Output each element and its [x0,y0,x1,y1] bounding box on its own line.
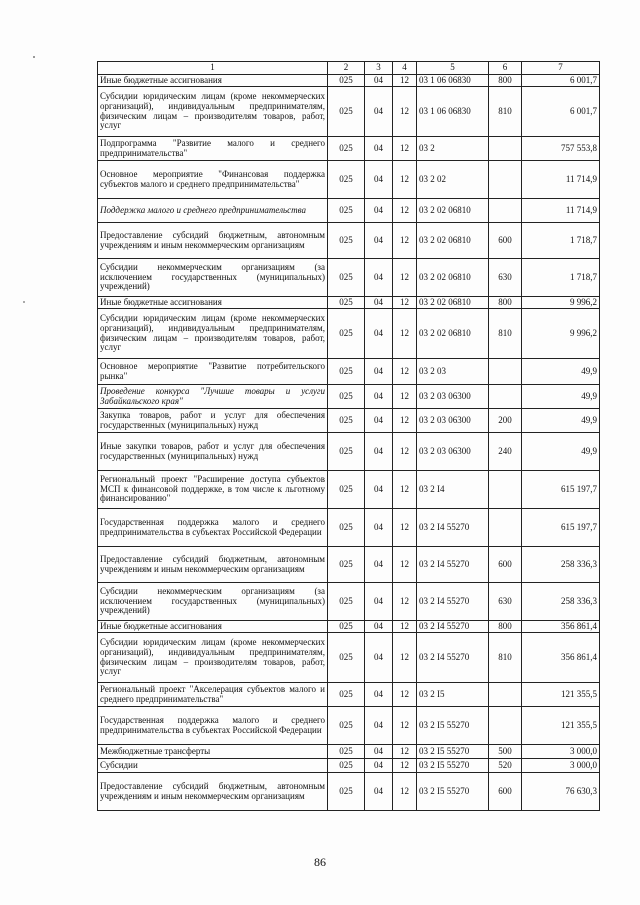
row-subsection-cell: 12 [393,137,417,161]
row-subsection-cell: 12 [393,259,417,297]
row-amount-cell: 356 861,4 [522,621,600,633]
row-name-cell: Поддержка малого и среднего предпринимательства [98,199,328,223]
row-admin-code-cell: 025 [328,633,365,683]
row-expense-type-cell: 810 [489,633,522,683]
row-target-article-cell: 03 2 I4 55270 [417,547,489,583]
row-subsection-cell: 12 [393,385,417,409]
row-subsection-cell: 12 [393,87,417,137]
row-target-article-cell: 03 2 03 06300 [417,409,489,433]
row-section-cell: 04 [365,297,393,309]
row-name-cell: Государственная поддержка малого и среднего предпринимательства в субъектах Российской Федерации [98,509,328,547]
row-subsection-cell: 12 [393,759,417,773]
row-section-cell: 04 [365,745,393,759]
row-expense-type-cell: 600 [489,547,522,583]
row-amount-cell: 3 000,0 [522,759,600,773]
row-amount-cell: 9 996,2 [522,297,600,309]
row-subsection-cell: 12 [393,707,417,745]
table-row [98,199,600,223]
row-target-article-cell: 03 2 I4 55270 [417,509,489,547]
row-target-article-cell: 03 2 I5 55270 [417,707,489,745]
row-name-cell: Иные бюджетные ассигнования [98,621,328,633]
table-row [98,409,600,433]
row-expense-type-cell: 800 [489,297,522,309]
row-subsection-cell: 12 [393,509,417,547]
row-amount-cell: 615 197,7 [522,509,600,547]
row-expense-type-cell [489,471,522,509]
table-row [98,509,600,547]
row-target-article-cell: 03 2 03 06300 [417,385,489,409]
row-admin-code-cell: 025 [328,223,365,259]
row-expense-type-cell [489,137,522,161]
row-admin-code-cell: 025 [328,773,365,811]
row-expense-type-cell [489,385,522,409]
row-amount-cell: 6 001,7 [522,87,600,137]
row-admin-code-cell: 025 [328,471,365,509]
table-row [98,547,600,583]
row-section-cell: 04 [365,75,393,87]
row-target-article-cell: 03 2 I4 55270 [417,633,489,683]
table-header-row [98,62,600,75]
row-section-cell: 04 [365,621,393,633]
row-admin-code-cell: 025 [328,745,365,759]
row-target-article-cell: 03 2 03 06300 [417,433,489,471]
row-admin-code-cell: 025 [328,759,365,773]
row-amount-cell: 11 714,9 [522,161,600,199]
row-expense-type-cell: 630 [489,259,522,297]
table-row [98,359,600,385]
row-section-cell: 04 [365,773,393,811]
table-row [98,745,600,759]
table-row [98,471,600,509]
row-section-cell: 04 [365,385,393,409]
row-expense-type-cell: 600 [489,773,522,811]
row-amount-cell: 11 714,9 [522,199,600,223]
row-admin-code-cell: 025 [328,137,365,161]
row-name-cell: Иные закупки товаров, работ и услуг для обеспечения государственных (муниципальных) нужд [98,433,328,471]
budget-table [97,61,600,811]
row-target-article-cell: 03 2 I5 55270 [417,773,489,811]
row-admin-code-cell: 025 [328,359,365,385]
table-row [98,707,600,745]
row-target-article-cell: 03 2 02 06810 [417,199,489,223]
row-expense-type-cell: 810 [489,309,522,359]
row-name-cell: Закупка товаров, работ и услуг для обеспечения государственных (муниципальных) нужд [98,409,328,433]
row-subsection-cell: 12 [393,745,417,759]
row-name-cell: Подпрограмма "Развитие малого и среднего предпринимательства" [98,137,328,161]
table-row [98,385,600,409]
row-name-cell: Субсидии [98,759,328,773]
row-target-article-cell: 03 2 03 [417,359,489,385]
row-name-cell: Региональный проект "Расширение доступа субъектов МСП к финансовой поддержке, в том числе к льготному финансированию" [98,471,328,509]
table-row [98,137,600,161]
row-section-cell: 04 [365,683,393,707]
row-subsection-cell: 12 [393,621,417,633]
table-row [98,259,600,297]
row-admin-code-cell: 025 [328,309,365,359]
row-name-cell: Предоставление субсидий бюджетным, автономным учреждениям и иным некоммерческим организациям [98,547,328,583]
row-expense-type-cell [489,707,522,745]
table-body [98,75,600,811]
row-admin-code-cell: 025 [328,75,365,87]
row-target-article-cell: 03 2 I4 55270 [417,621,489,633]
row-admin-code-cell: 025 [328,385,365,409]
row-section-cell: 04 [365,509,393,547]
header-col-1: 1 [98,62,328,75]
table-row [98,87,600,137]
row-name-cell: Межбюджетные трансферты [98,745,328,759]
row-subsection-cell: 12 [393,161,417,199]
row-admin-code-cell: 025 [328,583,365,621]
row-amount-cell: 615 197,7 [522,471,600,509]
row-admin-code-cell: 025 [328,509,365,547]
row-amount-cell: 121 355,5 [522,707,600,745]
page-number: 86 [314,855,326,869]
row-subsection-cell: 12 [393,309,417,359]
table-row [98,75,600,87]
row-expense-type-cell: 500 [489,745,522,759]
row-subsection-cell: 12 [393,297,417,309]
header-col-6: 6 [489,62,522,75]
row-target-article-cell: 03 1 06 06830 [417,87,489,137]
row-target-article-cell: 03 2 I4 55270 [417,583,489,621]
row-name-cell: Проведение конкурса "Лучшие товары и услуги Забайкальского края" [98,385,328,409]
row-expense-type-cell: 630 [489,583,522,621]
table-row [98,759,600,773]
row-admin-code-cell: 025 [328,683,365,707]
row-target-article-cell: 03 1 06 06830 [417,75,489,87]
row-section-cell: 04 [365,87,393,137]
row-name-cell: Субсидии некоммерческим организациям (за исключением государственных (муниципальных) учреждений) [98,583,328,621]
row-target-article-cell: 03 2 02 06810 [417,259,489,297]
row-admin-code-cell: 025 [328,199,365,223]
header-col-4: 4 [393,62,417,75]
header-col-3: 3 [365,62,393,75]
row-section-cell: 04 [365,309,393,359]
row-amount-cell: 258 336,3 [522,547,600,583]
row-subsection-cell: 12 [393,409,417,433]
row-subsection-cell: 12 [393,773,417,811]
row-section-cell: 04 [365,471,393,509]
table-row [98,161,600,199]
header-col-2: 2 [328,62,365,75]
row-amount-cell: 258 336,3 [522,583,600,621]
row-subsection-cell: 12 [393,583,417,621]
row-amount-cell: 757 553,8 [522,137,600,161]
row-section-cell: 04 [365,583,393,621]
row-expense-type-cell: 800 [489,621,522,633]
table-row [98,433,600,471]
row-amount-cell: 3 000,0 [522,745,600,759]
row-amount-cell: 1 718,7 [522,259,600,297]
row-name-cell: Основное мероприятие "Развитие потребительского рынка" [98,359,328,385]
row-expense-type-cell [489,683,522,707]
row-subsection-cell: 12 [393,547,417,583]
row-target-article-cell: 03 2 02 [417,161,489,199]
row-amount-cell: 9 996,2 [522,309,600,359]
row-admin-code-cell: 025 [328,297,365,309]
table-row [98,773,600,811]
row-section-cell: 04 [365,161,393,199]
row-subsection-cell: 12 [393,223,417,259]
row-expense-type-cell: 520 [489,759,522,773]
row-target-article-cell: 03 2 02 06810 [417,223,489,259]
row-section-cell: 04 [365,259,393,297]
row-expense-type-cell: 810 [489,87,522,137]
row-name-cell: Иные бюджетные ассигнования [98,297,328,309]
row-target-article-cell: 03 2 02 06810 [417,297,489,309]
row-name-cell: Предоставление субсидий бюджетным, автономным учреждениям и иным некоммерческим организациям [98,773,328,811]
row-expense-type-cell [489,359,522,385]
row-expense-type-cell: 200 [489,409,522,433]
row-section-cell: 04 [365,759,393,773]
row-section-cell: 04 [365,359,393,385]
row-name-cell: Субсидии юридическим лицам (кроме некоммерческих организаций), индивидуальным предпринимателям, физическим лицам – производителям товаров, работ, услуг [98,309,328,359]
row-section-cell: 04 [365,433,393,471]
row-expense-type-cell [489,161,522,199]
row-target-article-cell: 03 2 I4 [417,471,489,509]
scan-speck [23,301,25,303]
row-amount-cell: 356 861,4 [522,633,600,683]
row-name-cell: Субсидии юридическим лицам (кроме некоммерческих организаций), индивидуальным предпринимателям, физическим лицам – производителям товаров, работ, услуг [98,87,328,137]
row-expense-type-cell: 600 [489,223,522,259]
row-admin-code-cell: 025 [328,547,365,583]
row-amount-cell: 49,9 [522,433,600,471]
row-expense-type-cell: 240 [489,433,522,471]
table-row [98,309,600,359]
row-section-cell: 04 [365,223,393,259]
row-subsection-cell: 12 [393,683,417,707]
row-amount-cell: 6 001,7 [522,75,600,87]
table-row [98,633,600,683]
row-expense-type-cell [489,509,522,547]
header-col-5: 5 [417,62,489,75]
row-section-cell: 04 [365,137,393,161]
row-target-article-cell: 03 2 I5 55270 [417,745,489,759]
row-amount-cell: 49,9 [522,359,600,385]
row-subsection-cell: 12 [393,433,417,471]
row-admin-code-cell: 025 [328,707,365,745]
row-section-cell: 04 [365,409,393,433]
row-section-cell: 04 [365,199,393,223]
table-row [98,683,600,707]
row-name-cell: Основное мероприятие "Финансовая поддержка субъектов малого и среднего предпринимательства" [98,161,328,199]
row-subsection-cell: 12 [393,471,417,509]
row-admin-code-cell: 025 [328,259,365,297]
row-expense-type-cell: 800 [489,75,522,87]
header-col-7: 7 [522,62,600,75]
row-section-cell: 04 [365,707,393,745]
row-name-cell: Иные бюджетные ассигнования [98,75,328,87]
row-subsection-cell: 12 [393,199,417,223]
row-subsection-cell: 12 [393,359,417,385]
row-amount-cell: 49,9 [522,409,600,433]
row-amount-cell: 1 718,7 [522,223,600,259]
row-name-cell: Субсидии юридическим лицам (кроме некоммерческих организаций), индивидуальным предпринимателям, физическим лицам – производителям товаров, работ, услуг [98,633,328,683]
row-target-article-cell: 03 2 02 06810 [417,309,489,359]
row-admin-code-cell: 025 [328,433,365,471]
row-amount-cell: 76 630,3 [522,773,600,811]
table-row [98,621,600,633]
row-name-cell: Предоставление субсидий бюджетным, автономным учреждениям и иным некоммерческим организациям [98,223,328,259]
scan-speck [33,56,35,58]
row-name-cell: Региональный проект "Акселерация субъектов малого и среднего предпринимательства" [98,683,328,707]
row-amount-cell: 49,9 [522,385,600,409]
row-section-cell: 04 [365,547,393,583]
row-target-article-cell: 03 2 [417,137,489,161]
table-row [98,223,600,259]
row-amount-cell: 121 355,5 [522,683,600,707]
row-subsection-cell: 12 [393,75,417,87]
table-row [98,297,600,309]
row-admin-code-cell: 025 [328,409,365,433]
row-target-article-cell: 03 2 I5 55270 [417,759,489,773]
row-target-article-cell: 03 2 I5 [417,683,489,707]
row-name-cell: Субсидии некоммерческим организациям (за исключением государственных (муниципальных) учреждений) [98,259,328,297]
row-section-cell: 04 [365,633,393,683]
table-row [98,583,600,621]
row-admin-code-cell: 025 [328,621,365,633]
row-expense-type-cell [489,199,522,223]
row-admin-code-cell: 025 [328,161,365,199]
row-admin-code-cell: 025 [328,87,365,137]
row-subsection-cell: 12 [393,633,417,683]
row-name-cell: Государственная поддержка малого и среднего предпринимательства в субъектах Российской Федерации [98,707,328,745]
